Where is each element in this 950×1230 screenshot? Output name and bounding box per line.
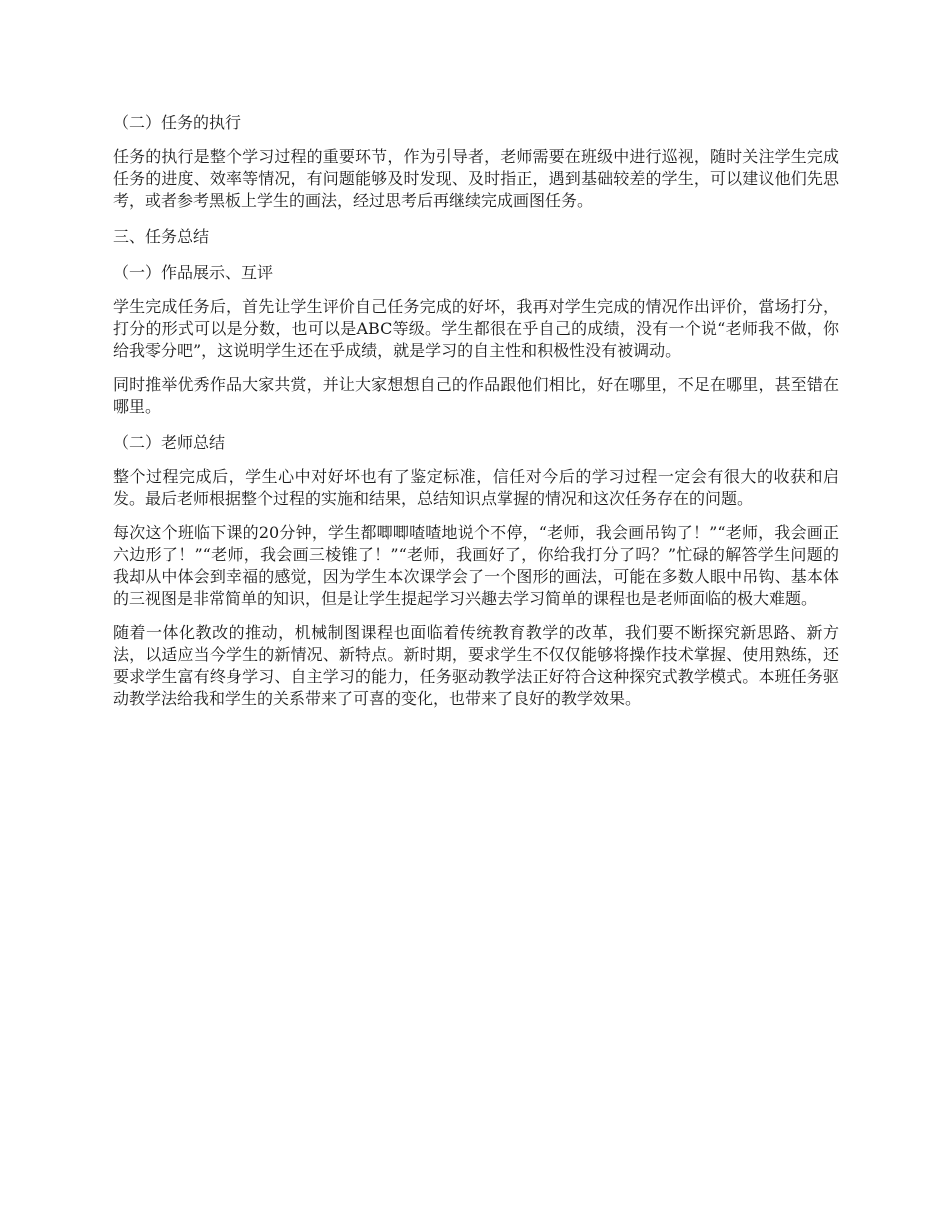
- paragraph-task-execution: 任务的执行是整个学习过程的重要环节，作为引导者，老师需要在班级中进行巡视，随时关注学生完成任务的进度、效率等情况，有问题能够及时发现、及时指正，遇到基础较差的学生，可以建议他们先思考，或者参考黑板上学生的画法，经过思考后再继续完成画图任务。: [113, 147, 839, 210]
- paragraph-teacher-summary: 整个过程完成后，学生心中对好坏也有了鉴定标准，信任对今后的学习过程一定会有很大的收获和启发。最后老师根据整个过程的实施和结果，总结知识点掌握的情况和这次任务存在的问题。: [113, 467, 839, 508]
- section-heading-task-execution: （二）任务的执行: [113, 113, 242, 132]
- paragraph-self-evaluation: 学生完成任务后，首先让学生评价自己任务完成的好坏，我再对学生完成的情况作出评价，當场打分，打分的形式可以是分数，也可以是ABC等级。学生都很在乎自己的成绩，没有一个说“老师我不做，你给我零分吧”，这说明学生还在乎成绩，就是学习的自主性和积极性没有被调动。: [113, 297, 839, 360]
- document-body: [113, 110, 839, 722]
- paragraph-conclusion: 随着一体化教改的推动，机械制图课程也面临着传统教育教学的改革，我们要不断探究新思路、新方法，以适应当今学生的新情况、新特点。新时期，要求学生不仅仅能够将操作技术掌握、使用熟练，还要求学生富有终身学习、自主学习的能力，任务驱动教学法正好符合这种探究式教学模式。本班任务驱动教学法给我和学生的关系带来了可喜的变化，也带来了良好的教学效果。: [113, 623, 839, 708]
- paragraph-class-anecdote: 每次这个班临下课的20分钟，学生都唧唧喳喳地说个不停，“老师，我会画吊钩了！”“老师，我会画正六边形了！”“老师，我会画三棱锥了！”“老师，我画好了，你给我打分了吗？”忙碌的解答学生问题的我却从中体会到幸福的感觉，因为学生本次课学会了一个图形的画法，可能在多数人眼中吊钩、基本体的三视图是非常简单的知识，但是让学生提起学习兴趣去学习简单的课程也是老师面临的极大难题。: [113, 523, 839, 608]
- paragraph-peer-review: 同时推举优秀作品大家共赏，并让大家想想自己的作品跟他们相比，好在哪里，不足在哪里，甚至错在哪里。: [113, 375, 839, 416]
- section-heading-teacher-summary: （二）老师总结: [113, 433, 226, 452]
- section-heading-task-summary: 三、任务总结: [113, 227, 210, 246]
- section-heading-work-display: （一）作品展示、互评: [113, 263, 274, 282]
